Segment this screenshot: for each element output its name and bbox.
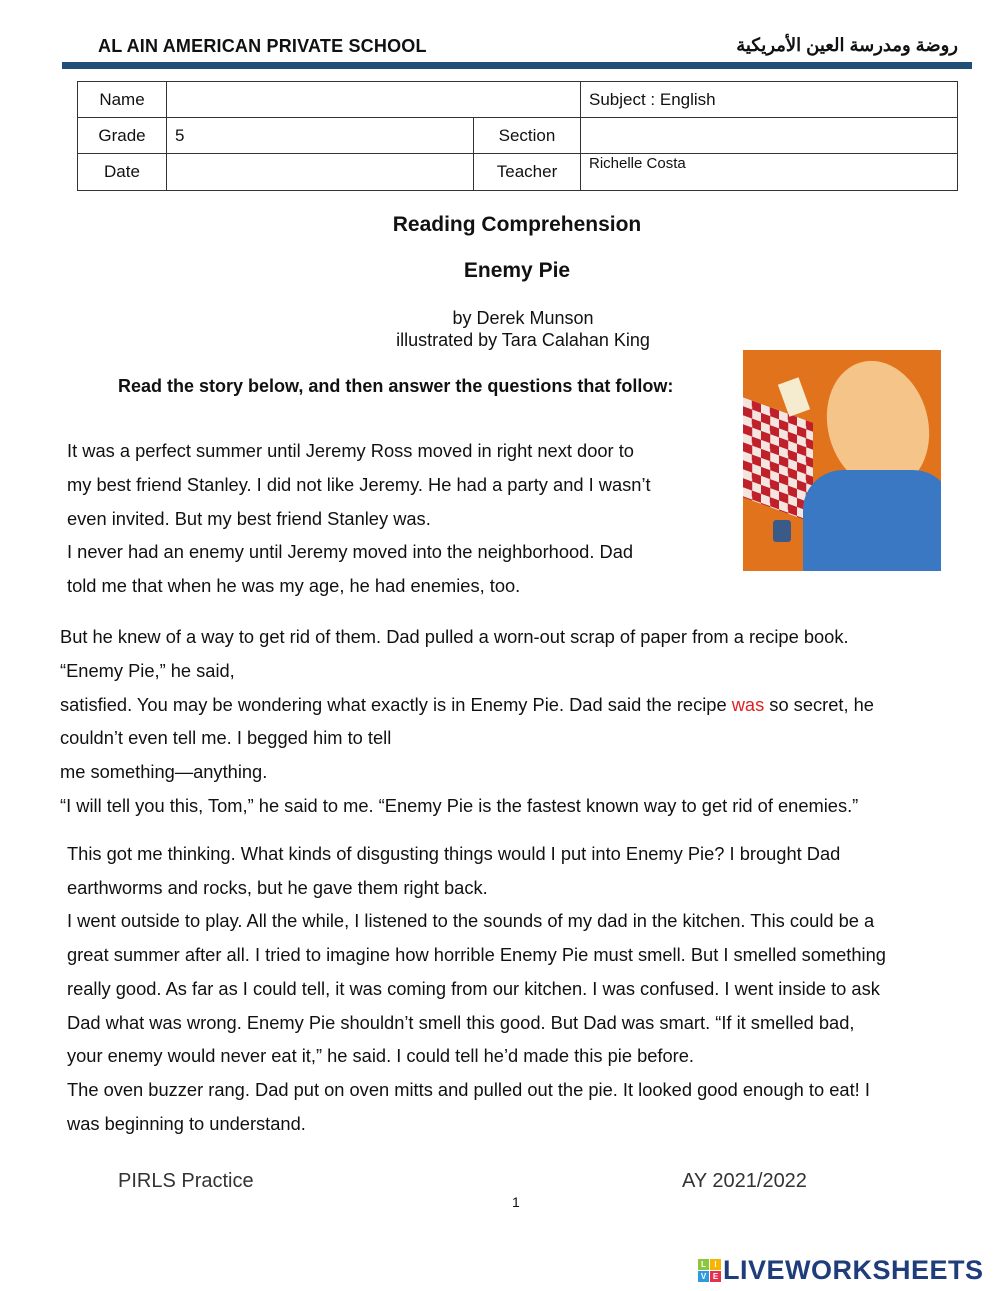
story-line [60,694,874,716]
section-label: Section [474,118,581,154]
footer-right: AY 2021/2022 [682,1170,807,1192]
teacher-value: Richelle Costa [581,154,958,191]
student-info-table [77,81,958,191]
illustrator: illustrated by Tara Calahan King [396,330,650,350]
liveworksheets-logo[interactable] [698,1255,984,1286]
logo-block: I [710,1259,721,1270]
school-name-arabic: روضة ومدرسة العين الأمريكية [736,35,958,55]
text: so secret, he [764,694,874,715]
page-title: Reading Comprehension [392,213,642,236]
grade-value: 5 [167,118,474,154]
story-line: me something—anything. [60,761,268,782]
highlighted-word: was [731,694,765,715]
story-line: my best friend Stanley. I did not like Jeremy. He had a party and I wasn’t [67,474,651,495]
date-field[interactable] [167,154,474,191]
instructions: Read the story below, and then answer the questions that follow: [118,376,674,396]
story-line: “Enemy Pie,” he said, [60,660,235,681]
logo-text: LIVEWORKSHEETS [723,1255,984,1285]
text: satisfied. You may be wondering what exactly is in Enemy Pie. Dad said the recipe [60,694,732,715]
school-name: AL AIN AMERICAN PRIVATE SCHOOL [98,36,427,56]
story-line: even invited. But my best friend Stanley was. [67,508,431,529]
name-label: Name [78,82,167,118]
story-line: I never had an enemy until Jeremy moved into the neighborhood. Dad [67,541,634,562]
section-field[interactable] [581,118,958,154]
page-number: 1 [512,1194,520,1210]
story-line: But he knew of a way to get rid of them. Dad pulled a worn-out scrap of paper from a recipe book. [60,626,849,647]
header-rule [62,62,972,69]
story-line: This got me thinking. What kinds of disgusting things would I put into Enemy Pie? I brought Dad [67,843,841,864]
logo-block: E [710,1271,721,1282]
story-illustration [743,350,941,571]
logo-block: V [698,1271,709,1282]
logo-blocks-icon [698,1259,721,1282]
story-line: really good. As far as I could tell, it was coming from our kitchen. I was confused. I went inside to ask [67,978,880,999]
story-line: earthworms and rocks, but he gave them right back. [67,877,488,898]
story-line: was beginning to understand. [67,1113,306,1134]
footer-left: PIRLS Practice [118,1170,254,1192]
logo-block: L [698,1259,709,1270]
subject: Subject : English [581,82,958,118]
story-line: Dad what was wrong. Enemy Pie shouldn’t smell this good. But Dad was smart. “If it smelled bad, [67,1012,855,1033]
grade-label: Grade [78,118,167,154]
author: by Derek Munson [452,308,594,328]
story-line: I went outside to play. All the while, I listened to the sounds of my dad in the kitchen. This could be a [67,910,875,931]
story-line: great summer after all. I tried to imagine how horrible Enemy Pie must smell. But I smelled something [67,944,886,965]
story-line: The oven buzzer rang. Dad put on oven mitts and pulled out the pie. It looked good enough to eat! I [67,1079,870,1100]
name-field[interactable] [167,82,581,118]
story-line: It was a perfect summer until Jeremy Ross moved in right next door to [67,440,634,461]
story-line: your enemy would never eat it,” he said. I could tell he’d made this pie before. [67,1045,694,1066]
teacher-label: Teacher [474,154,581,191]
date-label: Date [78,154,167,191]
story-line: couldn’t even tell me. I begged him to tell [60,727,392,748]
story-line: told me that when he was my age, he had enemies, too. [67,575,521,596]
story-line: “I will tell you this, Tom,” he said to me. “Enemy Pie is the fastest known way to get rid of enemies.” [60,795,859,816]
story-title: Enemy Pie [463,259,571,282]
